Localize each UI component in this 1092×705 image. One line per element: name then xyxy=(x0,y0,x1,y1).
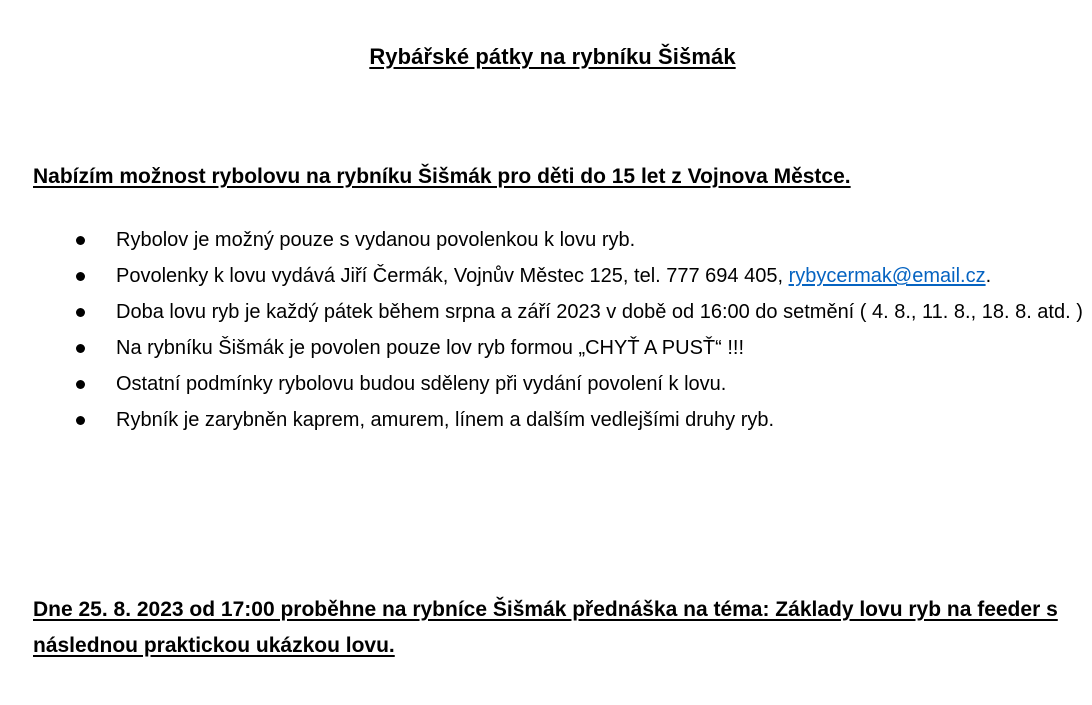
list-item xyxy=(33,222,1083,258)
bullet-icon xyxy=(76,236,85,245)
list-item-text: Ostatní podmínky rybolovu budou sděleny při vydání povolení k lovu. xyxy=(116,373,727,395)
email-link[interactable]: rybycermak@email.cz xyxy=(788,265,986,287)
list-item xyxy=(33,294,1083,330)
list-item-text: Rybník je zarybněn kaprem, amurem, línem a dalším vedlejšími druhy ryb. xyxy=(116,409,775,431)
document-title: Rybářské pátky na rybníku Šišmák xyxy=(369,44,736,69)
list-item xyxy=(33,258,1083,294)
bullet-icon xyxy=(76,272,85,281)
list-item xyxy=(33,366,1083,402)
list-item xyxy=(33,330,1083,366)
offer-heading: Nabízím možnost rybolovu na rybníku Šišmák pro děti do 15 let z Vojnova Městce. xyxy=(33,165,851,188)
lecture-announcement: Dne 25. 8. 2023 od 17:00 proběhne na rybníce Šišmák přednáška na téma: Základy lovu ryb na feeder s následnou praktickou ukázkou lovu. xyxy=(33,598,1058,657)
list-item-text: Rybolov je možný pouze s vydanou povolenkou k lovu ryb. xyxy=(116,229,636,251)
bullet-icon xyxy=(76,344,85,353)
list-item-suffix: . xyxy=(985,265,992,287)
list-item-text: Na rybníku Šišmák je povolen pouze lov ryb formou „CHYŤ A PUSŤ“ !!! xyxy=(116,337,745,359)
bullet-icon xyxy=(76,380,85,389)
bullet-icon xyxy=(76,416,85,425)
rules-list xyxy=(33,222,1083,438)
bullet-icon xyxy=(76,308,85,317)
list-item xyxy=(33,402,1083,438)
list-item-text: Doba lovu ryb je každý pátek během srpna a září 2023 v době od 16:00 do setmění ( 4. 8., 11. 8., 18. 8. atd. ) xyxy=(116,301,1083,323)
list-item-text: Povolenky k lovu vydává Jiří Čermák, Vojnův Městec 125, tel. 777 694 405, xyxy=(116,265,789,287)
